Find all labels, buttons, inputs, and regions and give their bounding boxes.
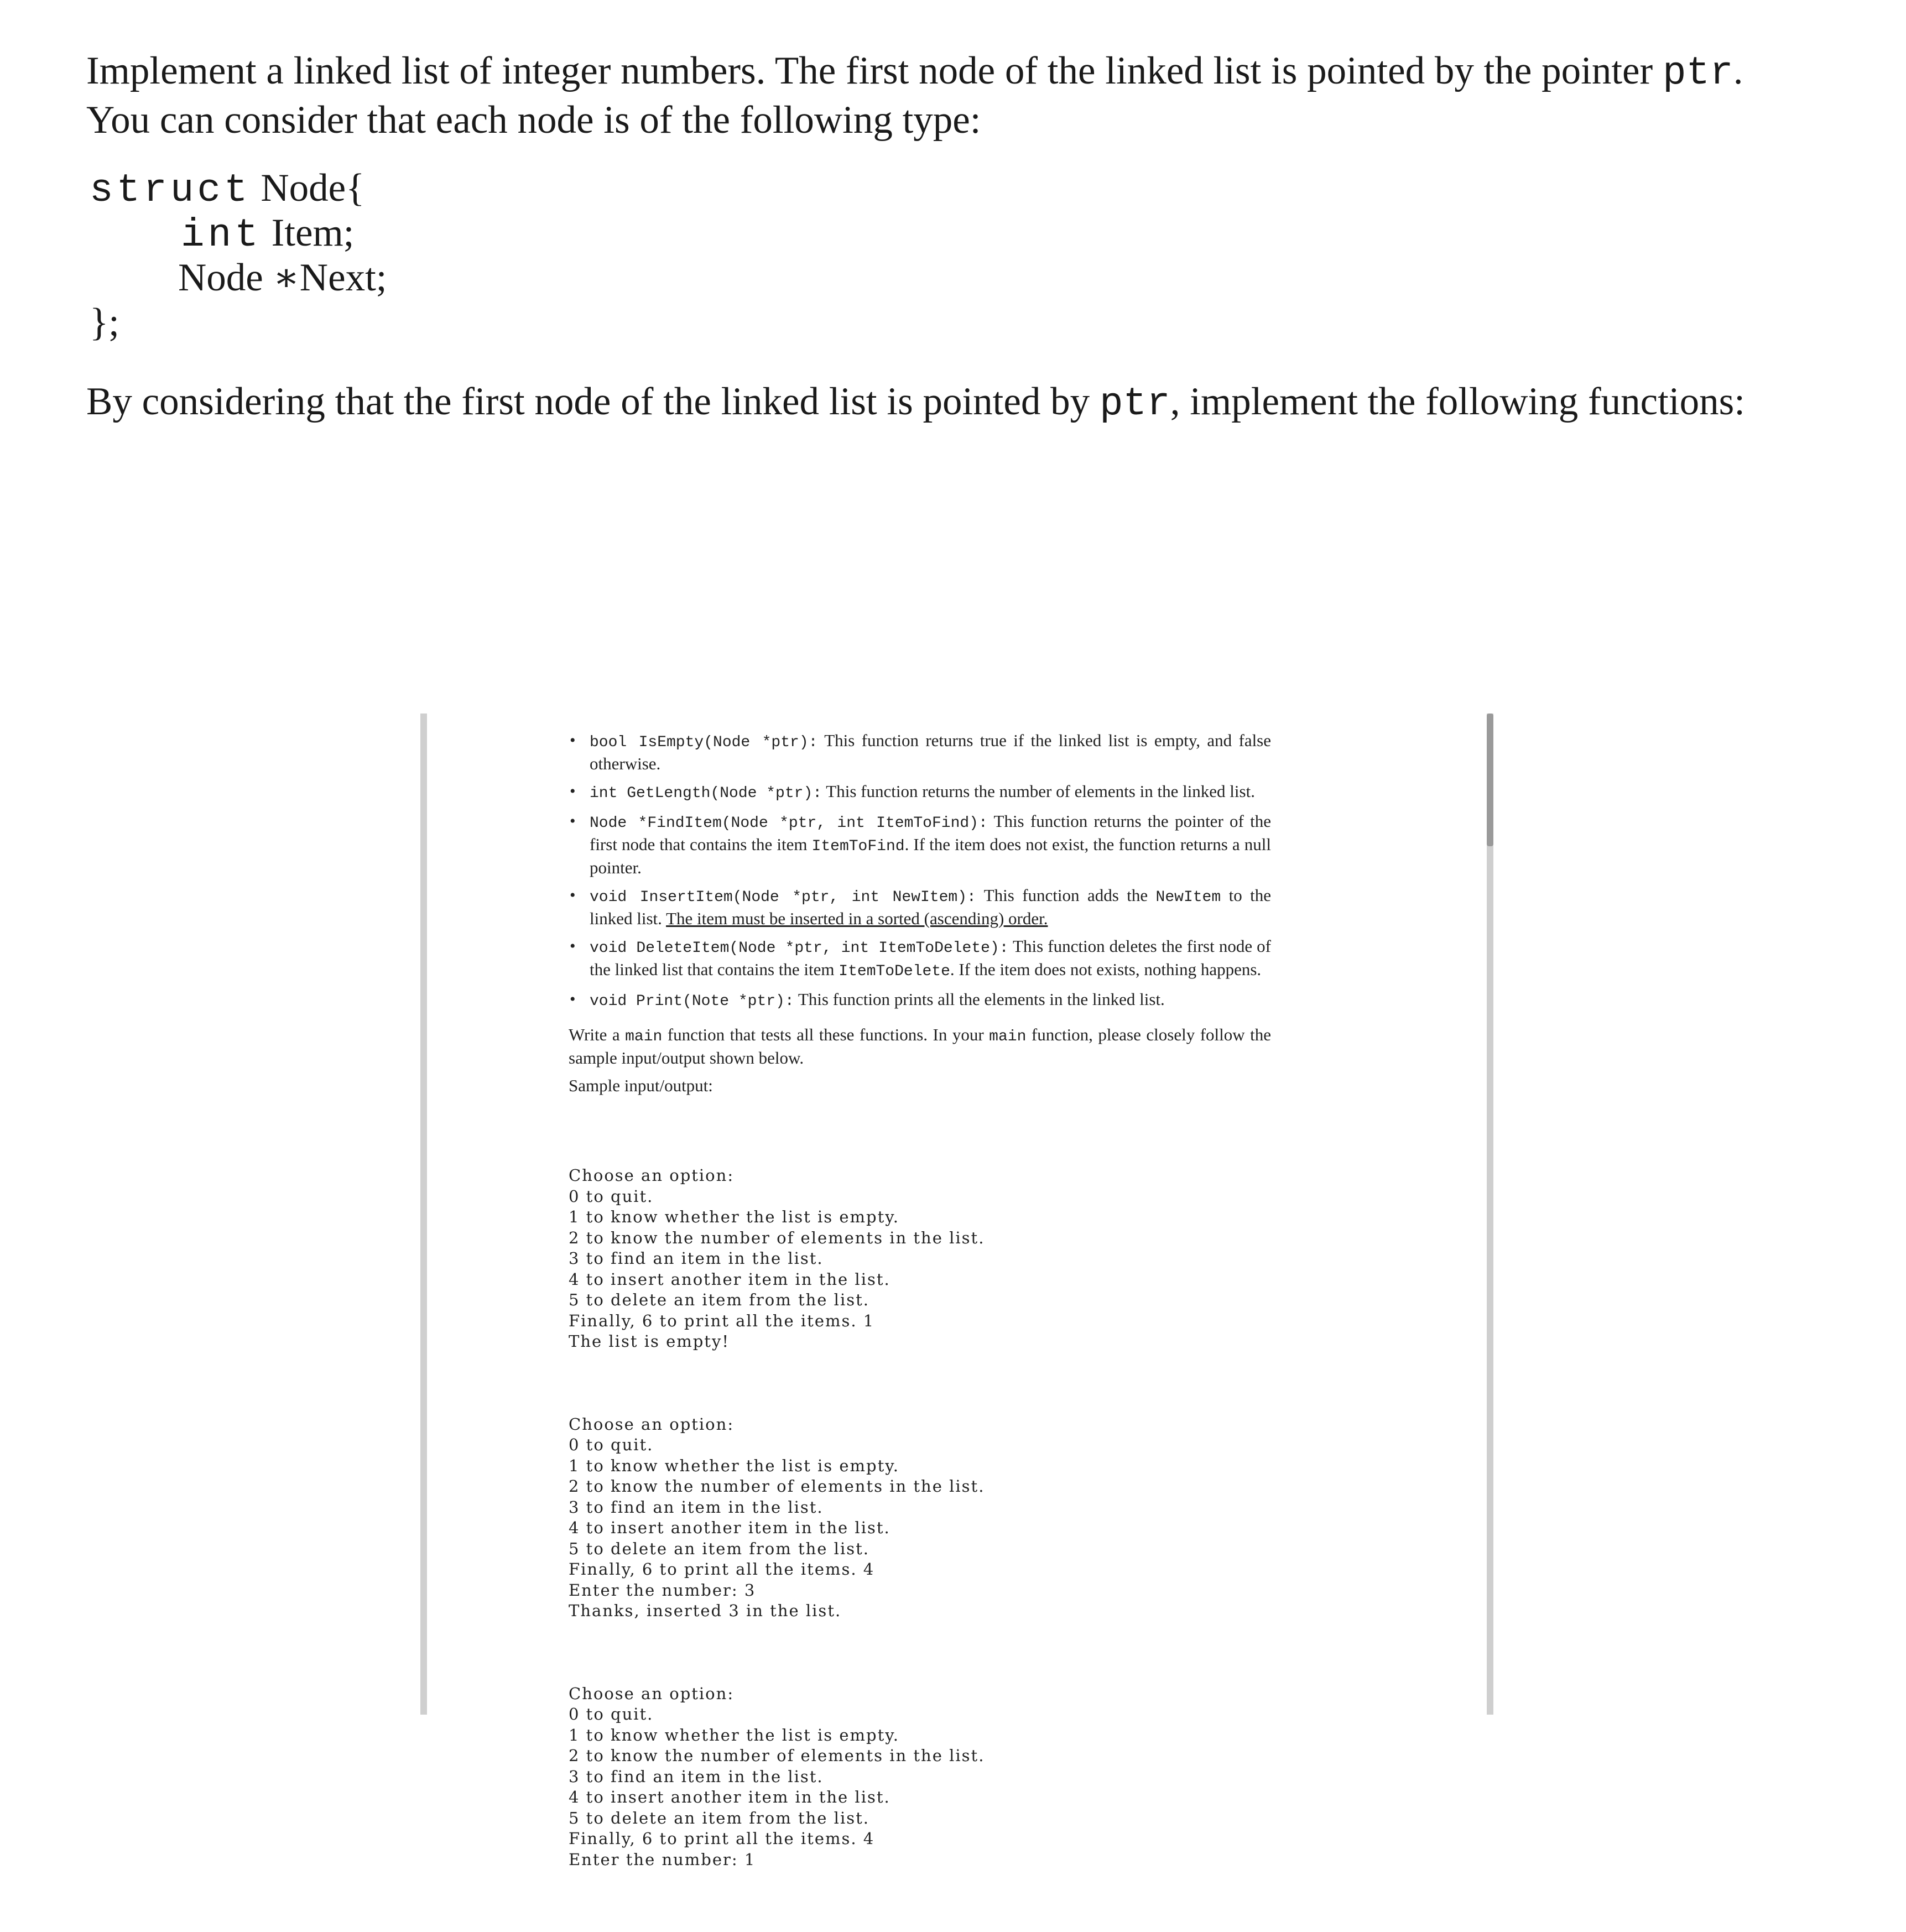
list-item — [569, 989, 1271, 1012]
function-description: This function adds the — [976, 886, 1156, 905]
list-item — [569, 781, 1271, 804]
function-signature: void Print(Note *ptr): — [590, 993, 794, 1010]
struct-code-block — [90, 166, 387, 345]
document-page — [569, 730, 1271, 1932]
inline-code: ItemToFind — [811, 838, 905, 855]
console-session-2: Choose an option: 0 to quit. 1 to know whether the list is empty. 2 to know the number of elements in the list. 3 to find an item in the list. 4 to insert another item in the list. 5 to delete an item from the list. Finally, 6 to print all the items. 4 Enter the number: 3 Thanks, inserted 3 in the list. — [569, 1414, 985, 1620]
sample-console-output — [569, 1124, 1271, 1932]
instructions-paragraph — [569, 1024, 1271, 1069]
ptr-code: ptr — [1662, 51, 1733, 96]
function-signature: void InsertItem(Node *ptr, int NewItem): — [590, 889, 976, 906]
console-session-3: Choose an option: 0 to quit. 1 to know whether the list is empty. 2 to know the number of elements in the list. 3 to find an item in the list. 4 to insert another item in the list. 5 to delete an item from the list. Finally, 6 to print all the items. 4 Enter the number: 1 — [569, 1684, 985, 1869]
underlined-requirement: The item must be inserted in a sorted (ascending) order. — [666, 909, 1048, 928]
code-line-2-rest: Item; — [261, 211, 355, 254]
function-description: This function deletes the first node of the linked list that contains the item — [590, 936, 1272, 979]
list-item — [569, 811, 1271, 878]
bullet-icon: • — [570, 886, 576, 904]
function-description: This function prints all the elements in the linked list. — [794, 990, 1165, 1009]
ptr-code-2: ptr — [1099, 382, 1170, 426]
para-text: function, please closely follow the sample input/output shown below. — [569, 1025, 1271, 1067]
function-description-end: . If the item does not exists, nothing happens. — [950, 960, 1262, 979]
list-item — [569, 885, 1271, 929]
sample-label: Sample input/output: — [569, 1076, 713, 1095]
list-item — [569, 730, 1271, 774]
function-description: This function returns the number of elements in the linked list. — [822, 782, 1255, 801]
inline-code: main — [625, 1028, 663, 1045]
inline-code: main — [989, 1028, 1027, 1045]
code-line-1-rest: Node{ — [251, 166, 365, 210]
intro-line-3-text: By considering that the first node of the linked list is pointed by — [86, 380, 1100, 423]
code-line-1 — [90, 166, 387, 211]
inline-code: ItemToDelete — [839, 963, 950, 980]
intro-line-1-text: Implement a linked list of integer numbers. The first node of the linked list is pointed by the pointer — [86, 49, 1663, 92]
function-description-end: to the linked list. — [590, 886, 1271, 928]
intro-line-3-end: , implement the following functions: — [1170, 380, 1745, 423]
inline-code: NewItem — [1155, 889, 1221, 906]
intro-text — [86, 48, 1856, 143]
bullet-icon: • — [570, 782, 576, 800]
viewer-scrollbar-track[interactable] — [1487, 714, 1493, 1715]
para-text: function that tests all these functions. In your — [662, 1025, 990, 1044]
function-description: This function returns true if the linked list is empty, and false otherwise. — [590, 731, 1272, 773]
function-description-end: . If the item does not exist, the function returns a null pointer. — [590, 835, 1271, 877]
code-line-3: Node ∗Next; — [178, 256, 387, 299]
intro-line-2: You can consider that each node is of the following type: — [86, 98, 981, 142]
intro-line-1-end: . — [1733, 49, 1743, 92]
bullet-icon: • — [570, 812, 576, 830]
int-keyword: int — [181, 213, 262, 258]
function-signature: int GetLength(Node *ptr): — [590, 785, 822, 802]
function-signature: Node *FindItem(Node *ptr, int ItemToFind): — [590, 815, 988, 832]
bullet-icon: • — [570, 937, 576, 955]
viewer-scrollbar-thumb[interactable] — [1487, 714, 1493, 846]
document-viewer[interactable] — [420, 714, 1493, 1869]
para-text: Write a — [569, 1025, 626, 1044]
function-signature: bool IsEmpty(Node *ptr): — [590, 734, 818, 751]
function-signature: void DeleteItem(Node *ptr, int ItemToDelete): — [590, 940, 1009, 957]
console-session-1: Choose an option: 0 to quit. 1 to know whether the list is empty. 2 to know the number of elements in the list. 3 to find an item in the list. 4 to insert another item in the list. 5 to delete an item from the list. Finally, 6 to print all the items. 1 The list is empty! — [569, 1166, 985, 1351]
bullet-icon: • — [570, 731, 576, 749]
intro-line-1 — [86, 48, 1856, 97]
function-description: This function returns the pointer of the first node that contains the item — [590, 811, 1271, 854]
struct-keyword: struct — [90, 169, 251, 213]
viewer-left-border — [420, 714, 427, 1715]
code-line-2 — [90, 211, 387, 256]
list-item — [569, 936, 1271, 982]
intro-line-3 — [86, 378, 1745, 428]
code-line-4: }; — [90, 301, 119, 344]
bullet-icon: • — [570, 990, 576, 1008]
